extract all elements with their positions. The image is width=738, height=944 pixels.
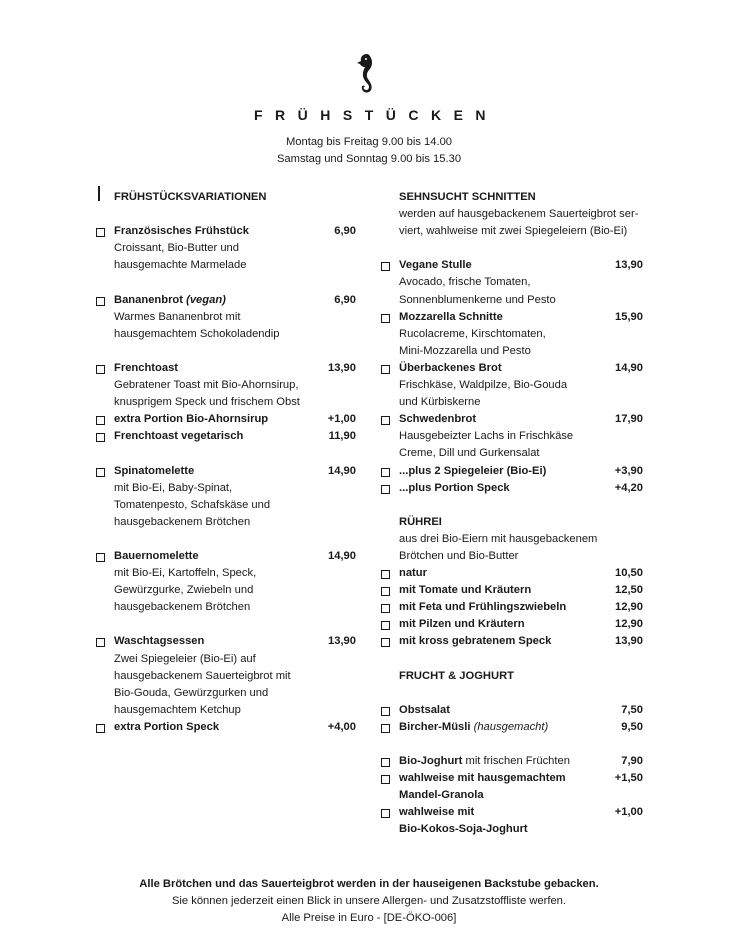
checkbox-icon[interactable] <box>96 719 114 736</box>
checkbox-icon[interactable] <box>96 428 114 445</box>
item-price: +1,50 <box>614 772 643 785</box>
item-price: 7,90 <box>621 755 643 768</box>
item-name: Überbackenes Brot <box>399 361 502 374</box>
item-name: extra Portion Speck <box>114 720 220 733</box>
opening-hours <box>0 134 738 168</box>
item-name-wrap <box>114 292 334 309</box>
checkbox-icon[interactable] <box>381 770 399 787</box>
item-name: natur <box>399 567 427 580</box>
section-title: FRUCHT & JOGHURT <box>399 669 514 682</box>
item-price: +4,00 <box>327 720 356 733</box>
menu-item <box>96 223 356 240</box>
section-intro: Brötchen und Bio-Butter <box>399 549 519 562</box>
item-name: extra Portion Bio-Ahornsirup <box>114 413 269 426</box>
item-desc: Zwei Spiegeleier (Bio-Ei) auf <box>114 652 256 665</box>
item-price: 11,90 <box>328 430 356 443</box>
item-name: Bauernomelette <box>114 549 199 562</box>
item-name: wahlweise mit <box>399 806 475 819</box>
menu-item <box>96 411 356 428</box>
item-desc: hausgebackenem Brötchen <box>114 515 251 528</box>
item-price: 13,90 <box>328 635 356 648</box>
item-price: 14,90 <box>328 549 356 562</box>
item-price: +4,20 <box>614 481 643 494</box>
item-name: Bio-Joghurt <box>399 755 463 768</box>
item-name: Schwedenbrot <box>399 413 477 426</box>
section-intro: werden auf hausgebackenem Sauerteigbrot ser- <box>399 208 639 221</box>
item-desc: Mini-Mozzarella und Pesto <box>399 344 531 357</box>
menu-item <box>96 428 356 445</box>
menu-item <box>381 770 643 787</box>
menu-item <box>96 633 356 650</box>
menu-item <box>96 292 356 309</box>
item-desc: Frischkäse, Waldpilze, Bio-Gouda <box>399 379 568 392</box>
menu-item <box>381 565 643 582</box>
item-desc: hausgebackenem Sauerteigbrot mit <box>114 669 291 682</box>
item-price: 7,50 <box>621 703 643 716</box>
item-name: mit kross gebratenem Speck <box>399 635 552 648</box>
item-desc: Tomatenpesto, Schafskäse und <box>114 498 271 511</box>
item-desc: hausgemachtem Ketchup <box>114 703 241 716</box>
item-name: ...plus 2 Spiegeleier (Bio-Ei) <box>399 464 547 477</box>
checkbox-icon[interactable] <box>381 480 399 497</box>
section-intro: viert, wahlweise mit zwei Spiegeleiern (Bio-Ei) <box>399 225 628 238</box>
checkbox-icon[interactable] <box>381 702 399 719</box>
item-desc: Rucolacreme, Kirschtomaten, <box>399 327 546 340</box>
item-desc: Hausgebeizter Lachs in Frischkäse <box>399 430 574 443</box>
menu-item <box>381 463 643 480</box>
item-desc: Croissant, Bio-Butter und <box>114 242 239 255</box>
checkbox-icon[interactable] <box>381 257 399 274</box>
checkbox-icon[interactable] <box>96 463 114 480</box>
item-price: +1,00 <box>327 413 356 426</box>
item-name: wahlweise mit hausgemachtem <box>399 772 566 785</box>
item-price: 12,90 <box>615 618 643 631</box>
checkbox-icon[interactable] <box>96 411 114 428</box>
item-desc: hausgebackenem Brötchen <box>114 601 251 614</box>
section-title: RÜHREI <box>399 515 442 528</box>
checkbox-icon[interactable] <box>381 360 399 377</box>
hours-weekdays: Montag bis Freitag 9.00 bis 14.00 <box>285 136 453 148</box>
item-desc: Warmes Bananenbrot mit <box>114 310 241 323</box>
footer <box>0 876 738 927</box>
checkbox-icon[interactable] <box>381 411 399 428</box>
item-name: Frenchtoast vegetarisch <box>114 430 244 443</box>
item-name-suffix: (hausgemacht) <box>473 720 549 733</box>
item-price: 13,90 <box>615 259 643 272</box>
item-name: Bircher-Müsli <box>399 720 471 733</box>
item-price: 15,90 <box>615 310 643 323</box>
item-price: +1,00 <box>614 806 643 819</box>
item-name: Bananenbrot <box>114 293 183 306</box>
checkbox-icon[interactable] <box>381 753 399 770</box>
item-price: 9,50 <box>621 720 643 733</box>
section-header <box>96 189 356 206</box>
checkbox-icon[interactable] <box>381 599 399 616</box>
item-price: 13,90 <box>615 635 643 648</box>
menu-item <box>381 719 643 736</box>
item-desc: Creme, Dill und Gurkensalat <box>399 447 540 460</box>
menu-item <box>381 753 643 770</box>
item-name-wrap <box>399 719 621 736</box>
item-price: 6,90 <box>334 293 356 306</box>
item-price: 12,90 <box>615 601 643 614</box>
item-price: 14,90 <box>328 464 356 477</box>
footer-bakery-note: Alle Brötchen und das Sauerteigbrot werden in der hauseigenen Backstube gebacken. <box>139 878 599 890</box>
checkbox-icon[interactable] <box>381 565 399 582</box>
checkbox-icon[interactable] <box>96 223 114 240</box>
section-intro: aus drei Bio-Eiern mit hausgebackenem <box>399 532 598 545</box>
item-desc: mit Bio-Ei, Kartoffeln, Speck, <box>114 567 257 580</box>
item-name-cont: Bio-Kokos-Soja-Joghurt <box>399 823 528 836</box>
menu-item <box>96 548 356 565</box>
menu-item <box>381 616 643 633</box>
section-title: FRÜHSTÜCKSVARIATIONEN <box>114 191 267 203</box>
item-desc: und Kürbiskerne <box>399 396 481 409</box>
item-price: 17,90 <box>615 413 643 426</box>
item-desc: Avocado, frische Tomaten, <box>399 276 531 289</box>
checkbox-icon[interactable] <box>381 804 399 821</box>
item-name: Obstsalat <box>399 703 450 716</box>
item-desc: Gewürzgurke, Zwiebeln und <box>114 584 254 597</box>
item-name: Waschtagsessen <box>114 635 205 648</box>
section-title: SEHNSUCHT SCHNITTEN <box>399 191 536 203</box>
menu-item <box>381 411 643 428</box>
item-name: Vegane Stulle <box>399 259 472 272</box>
item-desc: Bio-Gouda, Gewürzgurken und <box>114 686 269 699</box>
item-desc: hausgemachtem Schokoladendip <box>114 327 280 340</box>
checkbox-icon[interactable] <box>381 309 399 326</box>
menu-item <box>381 599 643 616</box>
seahorse-logo-icon <box>354 52 378 96</box>
item-price: 12,50 <box>615 584 643 597</box>
item-name-wrap <box>399 753 621 770</box>
item-desc: mit Bio-Ei, Baby-Spinat, <box>114 481 233 494</box>
checkbox-icon[interactable] <box>96 292 114 309</box>
checkbox-icon[interactable] <box>381 463 399 480</box>
menu-item <box>96 360 356 377</box>
item-name: Mozzarella Schnitte <box>399 310 503 323</box>
item-desc: hausgemachte Marmelade <box>114 259 247 272</box>
item-name-suffix: mit frischen Früchten <box>465 755 570 768</box>
item-name-suffix: (vegan) <box>186 293 226 306</box>
checkbox-icon[interactable] <box>381 719 399 736</box>
checkbox-icon[interactable] <box>381 633 399 650</box>
left-column <box>96 189 356 736</box>
checkbox-icon[interactable] <box>381 582 399 599</box>
item-name: mit Feta und Frühlingszwiebeln <box>399 601 567 614</box>
checkbox-icon[interactable] <box>96 360 114 377</box>
menu-item <box>381 257 643 274</box>
item-price: 14,90 <box>615 361 643 374</box>
pencil-icon <box>96 189 114 206</box>
menu-item <box>381 309 643 326</box>
checkbox-icon[interactable] <box>96 633 114 650</box>
item-name: mit Pilzen und Kräutern <box>399 618 525 631</box>
item-price: 6,90 <box>334 225 356 238</box>
item-name: ...plus Portion Speck <box>399 481 510 494</box>
menu-item <box>381 804 643 821</box>
item-name: mit Tomate und Kräutern <box>399 584 532 597</box>
menu-item <box>381 633 643 650</box>
footer-price-note: Alle Preise in Euro - [DE-ÖKO-006] <box>281 912 457 924</box>
item-desc: knusprigem Speck und frischem Obst <box>114 396 300 409</box>
menu-item <box>96 719 356 736</box>
item-name: Spinatomelette <box>114 464 195 477</box>
right-column <box>381 189 643 839</box>
menu-item <box>381 582 643 599</box>
item-name-cont: Mandel-Granola <box>399 789 484 802</box>
item-name: Frenchtoast <box>114 361 179 374</box>
menu-item <box>381 702 643 719</box>
footer-allergen-note: Sie können jederzeit einen Blick in unsere Allergen- und Zusatzstoffliste werfen. <box>171 895 567 907</box>
page-title: FRÜHSTÜCKEN <box>253 107 499 123</box>
checkbox-icon[interactable] <box>381 616 399 633</box>
hours-weekend: Samstag und Sonntag 9.00 bis 15.30 <box>276 153 462 165</box>
menu-item <box>96 463 356 480</box>
item-name: Französisches Frühstück <box>114 225 249 238</box>
item-price: +3,90 <box>614 464 643 477</box>
menu-item <box>381 480 643 497</box>
item-desc: Gebratener Toast mit Bio-Ahornsirup, <box>114 379 299 392</box>
item-price: 10,50 <box>615 567 643 580</box>
item-price: 13,90 <box>328 361 356 374</box>
checkbox-icon[interactable] <box>96 548 114 565</box>
menu-item <box>381 360 643 377</box>
item-desc: Sonnenblumenkerne und Pesto <box>399 293 556 306</box>
